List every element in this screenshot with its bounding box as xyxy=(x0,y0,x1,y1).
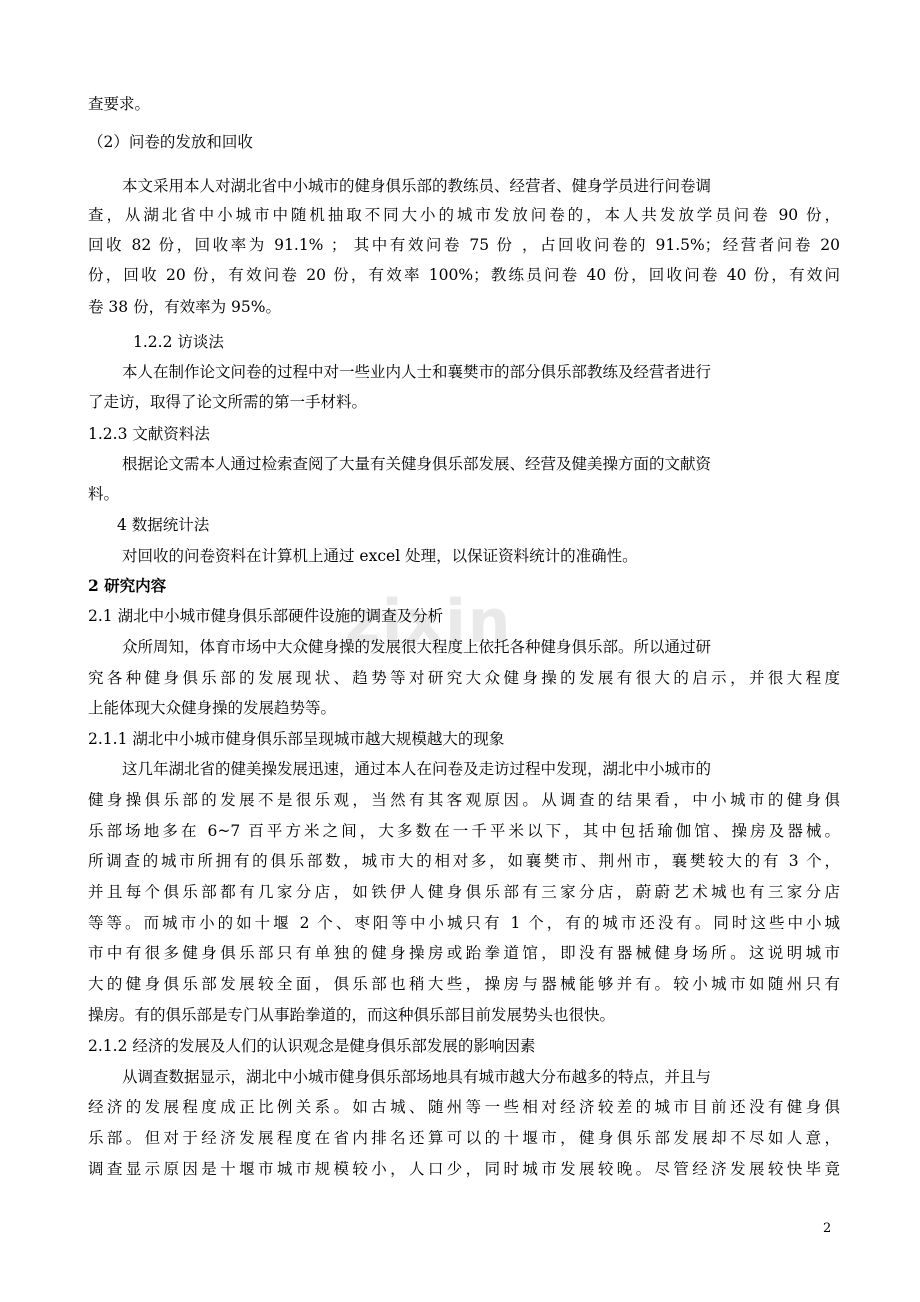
text-line: 2.1 湖北中小城市健身俱乐部硬件设施的调查及分析 xyxy=(88,607,444,625)
text-line: 乐部场地多在 6~7 百平方米之间，大多数在一千平米以下，其中包括瑜伽馆、操房及器械。 xyxy=(88,822,840,840)
text-line: 上能体现大众健身操的发展趋势等。 xyxy=(88,699,337,717)
text-line: 根据论文需本人通过检索查阅了大量有关健身俱乐部发展、经营及健美操方面的文献资 xyxy=(122,455,712,473)
text-line: 调查显示原因是十堰市城市规模较小，人口少，同时城市发展较晚。尽管经济发展较快毕竟 xyxy=(88,1160,840,1178)
text-line: 操房。有的俱乐部是专门从事跆拳道的，而这种俱乐部目前发展势头也很快。 xyxy=(88,1006,616,1024)
text-line: 等等。而城市小的如十堰 2 个、枣阳等中小城只有 1 个，有的城市还没有。同时这些中小城 xyxy=(88,914,840,932)
text-line: 从调查数据显示，湖北中小城市健身俱乐部场地具有城市越大分布越多的特点，并且与 xyxy=(122,1068,712,1086)
text-line: 大的健身俱乐部发展较全面，俱乐部也稍大些，操房与器械能够并有。较小城市如随州只有 xyxy=(88,975,840,993)
text-line: 本文采用本人对湖北省中小城市的健身俱乐部的教练员、经营者、健身学员进行问卷调 xyxy=(122,177,712,195)
page-number: 2 xyxy=(823,1221,832,1236)
text-line: 1.2.3 文献资料法 xyxy=(88,425,210,443)
text-line: 健身操俱乐部的发展不是很乐观，当然有其客观原因。从调查的结果看，中小城市的健身俱 xyxy=(88,791,840,809)
watermark: zixin xyxy=(345,587,513,657)
text-line: 对回收的问卷资料在计算机上通过 excel 处理，以保证资料统计的准确性。 xyxy=(122,547,638,565)
text-line: 这几年湖北省的健美操发展迅速，通过本人在问卷及走访过程中发现，湖北中小城市的 xyxy=(122,760,712,778)
text-line: 本人在制作论文问卷的过程中对一些业内人士和襄樊市的部分俱乐部教练及经营者进行 xyxy=(122,363,712,381)
text-line: 所调查的城市所拥有的俱乐部数，城市大的相对多，如襄樊市、荆州市，襄樊较大的有 3 个， xyxy=(88,852,840,870)
text-line: 1.2.2 访谈法 xyxy=(133,333,224,351)
text-line: 2.1.1 湖北中小城市健身俱乐部呈现城市越大规模越大的现象 xyxy=(88,730,505,748)
text-line: 查，从湖北省中小城市中随机抽取不同大小的城市发放问卷的，本人共发放学员问卷 90 份， xyxy=(88,206,840,224)
text-line: 了走访，取得了论文所需的第一手材料。 xyxy=(88,393,368,411)
text-line: 查要求。 xyxy=(88,95,151,113)
text-line: 份，回收 20 份，有效问卷 20 份，有效率 100%；教练员问卷 40 份，回收问卷 40 份，有效问 xyxy=(88,266,840,284)
text-line: 卷 38 份，有效率为 95%。 xyxy=(88,298,281,316)
text-line: 料。 xyxy=(88,485,120,503)
text-line: 并且每个俱乐部都有几家分店，如铁伊人健身俱乐部有三家分店，蔚蔚艺术城也有三家分店 xyxy=(88,883,840,901)
text-line: 究各种健身俱乐部的发展现状、趋势等对研究大众健身操的发展有很大的启示，并很大程度 xyxy=(88,669,840,687)
text-line: 4 数据统计法 xyxy=(117,516,210,534)
text-line: 2.1.2 经济的发展及人们的认识观念是健身俱乐部发展的影响因素 xyxy=(88,1037,536,1055)
text-line: 2 研究内容 xyxy=(88,576,167,595)
text-line: （2）问卷的发放和回收 xyxy=(88,133,253,151)
text-line: 市中有很多健身俱乐部只有单独的健身操房或跆拳道馆，即没有器械健身场所。这说明城市 xyxy=(88,944,840,962)
text-line: 乐部。但对于经济发展程度在省内排名还算可以的十堰市，健身俱乐部发展却不尽如人意， xyxy=(88,1129,840,1147)
text-line: 经济的发展程度成正比例关系。如古城、随州等一些相对经济较差的城市目前还没有健身俱 xyxy=(88,1098,840,1116)
text-line: 众所周知，体育市场中大众健身操的发展很大程度上依托各种健身俱乐部。所以通过研 xyxy=(122,638,712,656)
text-line: 回收 82 份，回收率为 91.1% ； 其中有效问卷 75 份 ，占回收问卷的 91.5%；经营者问卷 20 xyxy=(88,236,840,254)
